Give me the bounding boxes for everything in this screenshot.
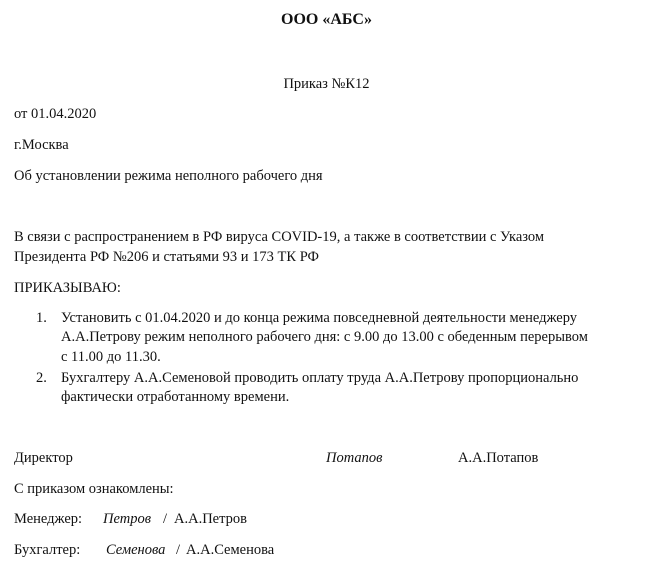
acknowledged-label: С приказом ознакомлены: [14,481,174,497]
director-name: А.А.Потапов [458,450,539,466]
accountant-signature: Семенова [106,542,166,558]
manager-name: А.А.Петров [174,511,247,527]
manager-signature: Петров [103,511,151,527]
accountant-label: Бухгалтер: [14,542,81,558]
item-2-line-1: Бухгалтеру А.А.Семеновой проводить оплату труда А.А.Петрову пропорционально [61,370,579,386]
order-city: г.Москва [14,137,69,153]
item-1-number: 1. [36,310,47,326]
order-subject: Об установлении режима неполного рабочего дня [14,168,323,184]
item-2-number: 2. [36,370,47,386]
accountant-name: А.А.Семенова [186,542,275,558]
order-directive: ПРИКАЗЫВАЮ: [14,280,121,296]
preamble-line-2: Президента РФ №206 и статьями 93 и 173 ТК РФ [14,249,319,265]
item-1-line-2: А.А.Петрову режим неполного рабочего дня: с 9.00 до 13.00 с обеденным перерывом [61,329,588,345]
item-2-line-2: фактически отработанному времени. [61,389,290,405]
director-label: Директор [14,450,73,466]
organization-name: ООО «АБС» [281,11,372,28]
manager-separator: / [163,511,168,527]
order-date: от 01.04.2020 [14,106,97,122]
item-1-line-1: Установить с 01.04.2020 и до конца режима повседневной деятельности менеджеру [61,310,578,326]
preamble-line-1: В связи с распространением в РФ вируса COVID-19, а также в соответствии с Указом [14,229,545,245]
order-title: Приказ №К12 [283,76,370,92]
item-1-line-3: с 11.00 до 11.30. [61,349,161,365]
accountant-separator: / [176,542,181,558]
manager-label: Менеджер: [14,511,83,527]
director-signature: Потапов [326,450,383,466]
